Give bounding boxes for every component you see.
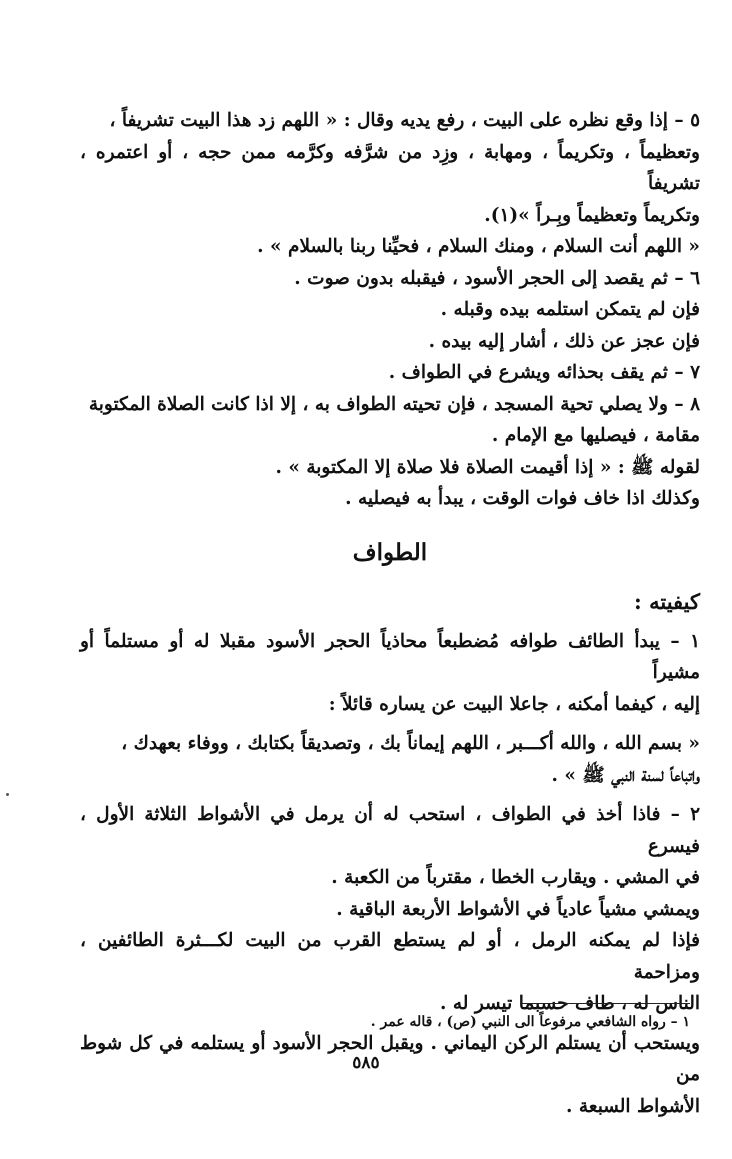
text-line: « بسم الله ، والله أكـــبر ، اللهم إيماناً بك ، وتصديقاً بكتابك ، ووفاء بعهدك ،: [121, 733, 700, 754]
text-line: ٧ – ثم يقف بحذائه ويشرع في الطواف .: [388, 362, 700, 383]
text-line: في المشي . ويقارب الخطا ، مقترباً من الكعبة .: [331, 867, 700, 888]
text-line: إليه ، كيفما أمكنه ، جاعلا البيت عن يساره قائلاً :: [328, 693, 700, 715]
text-line: ٦ – ثم يقصد إلى الحجر الأسود ، فيقبله بدون صوت .: [294, 267, 700, 289]
text-line: مقامة ، فيصليها مع الإمام .: [491, 425, 700, 446]
paragraph-gap: [80, 791, 700, 799]
margin-mark: [6, 793, 9, 796]
text-line: وكذلك اذا خاف فوات الوقت ، يبدأ به فيصليه .: [345, 488, 700, 509]
text-line: ١ – يبدأ الطائف طوافه مُضطبعاً محاذياً الحجر الأسود مقبلا له أو مستلماً أو مشيراً: [80, 630, 700, 683]
paragraph-gap: [80, 720, 700, 728]
text-line: فإن لم يتمكن استلمه بيده وقبله .: [440, 299, 700, 320]
footnote-divider: [520, 1003, 690, 1004]
page-body: [80, 105, 700, 1122]
text-line: ويستحب أن يستلم الركن اليماني . ويقبل الحجر الأسود أو يستلمه في كل شوط من: [80, 1032, 700, 1085]
text-line: الأشواط السبعة .: [565, 1095, 700, 1117]
text-line: الناس له ، طاف حسبما تيسر له .: [439, 993, 700, 1014]
footnote: ١ – رواه الشافعي مرفوعاً الى النبي (ص) ، قاله عمر .: [370, 1014, 690, 1030]
section-title: الطواف: [352, 538, 428, 566]
text-line: لقوله ﷺ : « إذا أقيمت الصلاة فلا صلاة إلا المكتوبة » .: [275, 456, 700, 478]
text-line: ٨ – ولا يصلي تحية المسجد ، فإن تحيته الطواف به ، إلا اذا كانت الصلاة المكتوبة: [88, 393, 700, 415]
text-line: واتباعاً لسنة النبي ﷺ » .: [551, 764, 700, 786]
text-line: وتعظيماً ، وتكريماً ، ومهابة ، وزِد من شرَّفه وكرَّمه ممن حجه ، أو اعتمره ، تشريفاً: [80, 141, 700, 194]
subheading: كيفيته :: [634, 589, 700, 614]
text-line: فإذا لم يمكنه الرمل ، أو لم يستطع القرب من البيت لكـــثرة الطائفين ، ومزاحمة: [80, 930, 700, 983]
text-line: وتكريماً وتعظيماً وبِـراً »(١).: [484, 204, 700, 226]
text-line: فإن عجز عن ذلك ، أشار إليه بيده .: [428, 330, 700, 352]
text-line: ويمشي مشياً عادياً في الأشواط الأربعة الباقية .: [336, 898, 700, 920]
page-number: ٥٨٥: [352, 1053, 380, 1073]
text-line: ٥ – إذا وقع نظره على البيت ، رفع يديه وقال : « اللهم زد هذا البيت تشريفاً ،: [109, 110, 700, 131]
text-line: « اللهم أنت السلام ، ومنك السلام ، فحيِّنا ربنا بالسلام » .: [257, 236, 700, 257]
text-line: ٢ – فاذا أخذ في الطواف ، استحب له أن يرمل في الأشواط الثلاثة الأول ، فيسرع: [80, 804, 700, 857]
